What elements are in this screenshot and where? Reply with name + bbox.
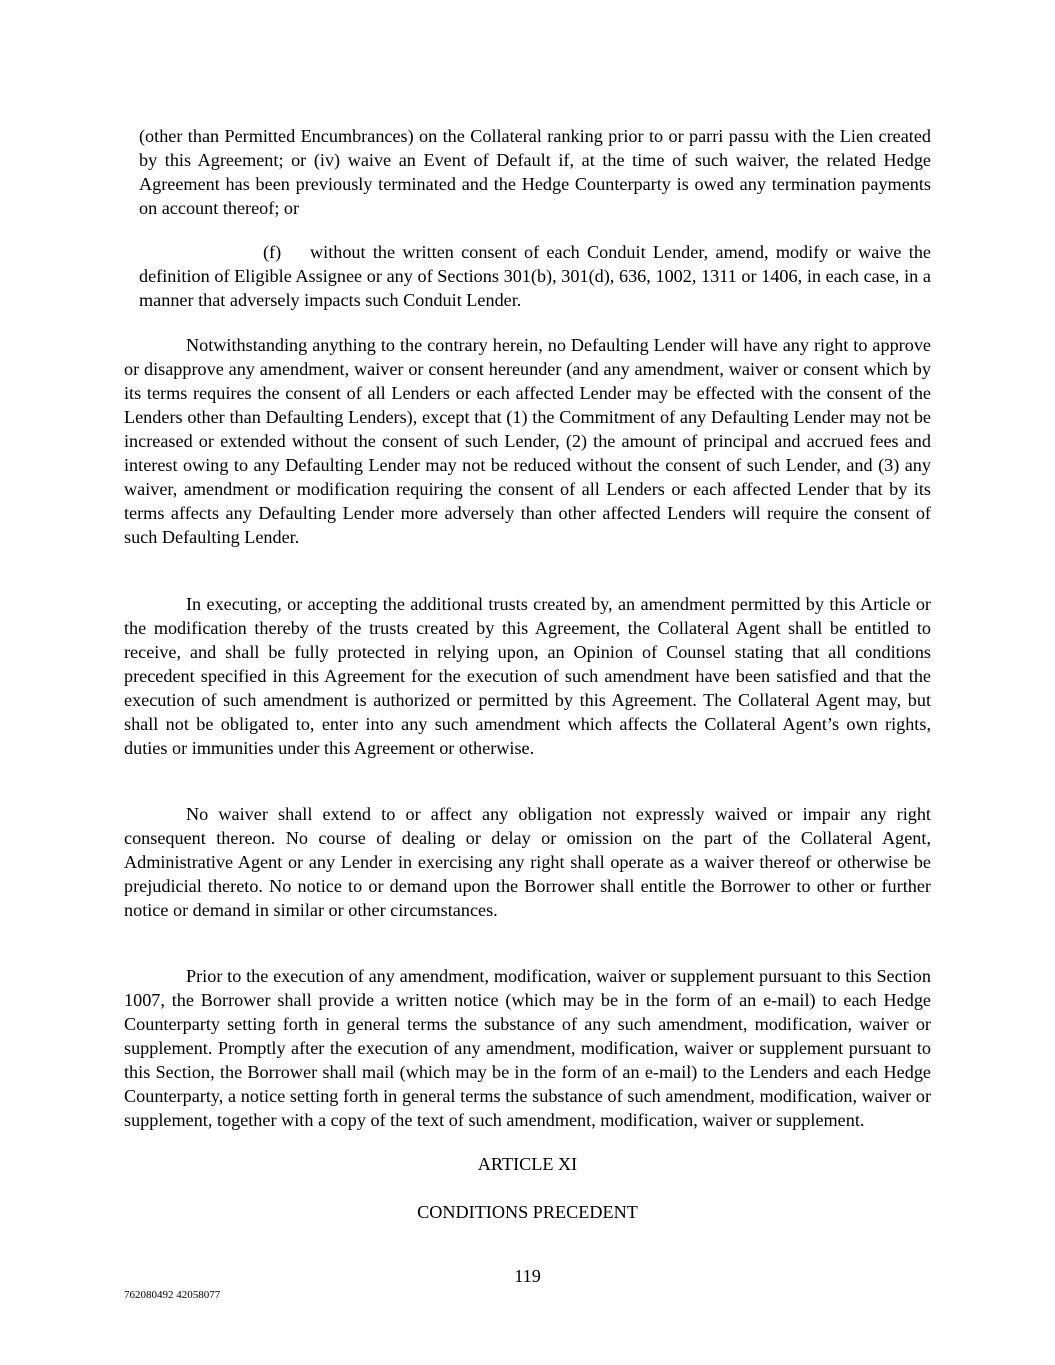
paragraph-defaulting-lender: Notwithstanding anything to the contrary herein, no Defaulting Lender will have any right to approve or disapprove any amendment, waiver or consent hereunder (and any amendment, waiver or consent which by its terms requires the consent of all Lenders or each affected Lender may be effected with the consent of the Lenders other than Defaulting Lenders), except that (1) the Commitment of any Defaulting Lender may not be increased or extended without the consent of such Lender, (2) the amount of principal and accrued fees and interest owing to any Defaulting Lender may not be reduced without the consent of such Lender, and (3) any waiver, amendment or modification requiring the consent of all Lenders or each affected Lender that by its terms affects any Defaulting Lender more adversely than other affected Lenders will require the consent of such Defaulting Lender. — [124, 335, 931, 547]
page-number: 119 — [514, 1266, 541, 1286]
clause-f-label: (f) — [263, 242, 282, 262]
paragraph-prior-notice: Prior to the execution of any amendment, modification, waiver or supplement pursuant to this Section 1007, the Borrower shall provide a written notice (which may be in the form of an e-mail) to each Hedge Counterparty setting forth in general terms the substance of any such amendment, modification, waiver or supplement. Promptly after the execution of any amendment, modification, waiver or supplement pursuant to this Section, the Borrower shall mail (which may be in the form of an e-mail) to the Lenders and each Hedge Counterparty, a notice setting forth in general terms the substance of such amendment, modification, waiver or supplement, together with a copy of the text of such amendment, modification, waiver or supplement. — [124, 966, 931, 1130]
article-title-heading: CONDITIONS PRECEDENT — [417, 1202, 638, 1222]
paragraph-executing-amendment: In executing, or accepting the additional trusts created by, an amendment permitted by this Article or the modification thereby of the trusts created by this Agreement, the Collateral Agent shall be entitled to receive, and shall be fully protected in relying upon, an Opinion of Counsel stating that all conditions precedent specified in this Agreement for the execution of such amendment have been satisfied and that the execution of such amendment is authorized or permitted by this Agreement. The Collateral Agent may, but shall not be obligated to, enter into any such amendment which affects the Collateral Agent’s own rights, duties or immunities under this Agreement or otherwise. — [124, 594, 931, 758]
continued-paragraph: (other than Permitted Encumbrances) on the Collateral ranking prior to or parri passu with the Lien created by this Agreement; or (iv) waive an Event of Default if, at the time of such waiver, the related Hedge Agreement has been previously terminated and the Hedge Counterparty is owed any termination payments on account thereof; or — [139, 126, 931, 218]
clause-f-text: without the written consent of each Conduit Lender, amend, modify or waive the definition of Eligible Assignee or any of Sections 301(b), 301(d), 636, 1002, 1311 or 1406, in each case, in a manner that adversely impacts such Conduit Lender. — [139, 242, 931, 310]
article-number-heading: ARTICLE XI — [477, 1154, 578, 1174]
document-id: 762080492 42058077 — [124, 1289, 221, 1301]
paragraph-no-waiver: No waiver shall extend to or affect any obligation not expressly waived or impair any right consequent thereon. No course of dealing or delay or omission on the part of the Collateral Agent, Administrative Agent or any Lender in exercising any right shall operate as a waiver thereof or otherwise be prejudicial thereto. No notice to or demand upon the Borrower shall entitle the Borrower to other or further notice or demand in similar or other circumstances. — [124, 804, 931, 920]
clause-f — [139, 240, 931, 312]
